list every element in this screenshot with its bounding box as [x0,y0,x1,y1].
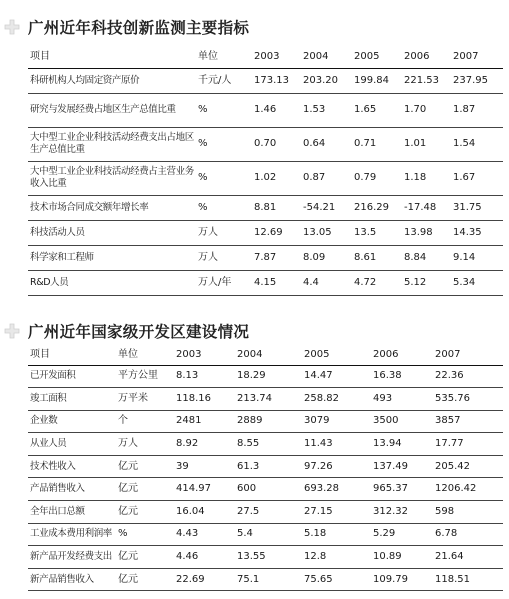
cell-value: 75.1 [235,568,302,591]
row-item: 科学家和工程师 [28,245,196,270]
cell-value: 39 [174,455,235,478]
cell-value: 203.20 [301,68,352,93]
table-row [28,455,503,478]
cell-value: 6.78 [433,523,503,546]
row-unit: 亿元 [116,501,174,524]
row-item: 科技活动人员 [28,220,196,245]
row-item: 大中型工业企业科技活动经费占主营业务收入比重 [28,161,196,195]
row-unit: % [196,195,252,220]
cell-value: 22.69 [174,568,235,591]
cell-value: 600 [235,478,302,501]
table-row [28,127,503,161]
row-item: 科研机构人均固定资产原价 [28,68,196,93]
cell-value: 1.65 [352,93,402,127]
cell-value: 1.54 [451,127,503,161]
cell-value: 216.29 [352,195,402,220]
cell-value: 5.4 [235,523,302,546]
row-unit: 万人 [116,433,174,456]
table-row [28,245,503,270]
header-year: 2007 [451,46,503,68]
cell-value: 414.97 [174,478,235,501]
row-unit: 万人 [196,220,252,245]
cell-value: 14.47 [302,365,371,388]
cell-value: 312.32 [371,501,433,524]
cell-value: 535.76 [433,388,503,411]
row-item: 从业人员 [28,433,116,456]
table-header-row [28,346,503,365]
cell-value: 221.53 [402,68,451,93]
cell-value: 21.64 [433,546,503,569]
cell-value: 1.18 [402,161,451,195]
cell-value: 1206.42 [433,478,503,501]
cell-value: 16.04 [174,501,235,524]
cell-value: 12.8 [302,546,371,569]
cell-value: 61.3 [235,455,302,478]
cell-value: 14.35 [451,220,503,245]
cell-value: 118.16 [174,388,235,411]
cell-value: 13.98 [402,220,451,245]
cell-value: 5.18 [302,523,371,546]
cell-value: 1.02 [252,161,301,195]
cell-value: 9.14 [451,245,503,270]
cell-value: 8.09 [301,245,352,270]
cell-value: 3857 [433,410,503,433]
cell-value: 7.87 [252,245,301,270]
table-row [28,501,503,524]
header-year: 2005 [302,346,371,365]
table-row [28,220,503,245]
section1-title: 广州近年科技创新监测主要指标 [28,16,249,38]
header-year: 2006 [371,346,433,365]
cell-value: 1.53 [301,93,352,127]
table-row [28,546,503,569]
table-row [28,568,503,591]
cell-value: 27.5 [235,501,302,524]
cell-value: 4.4 [301,270,352,295]
cell-value: 13.94 [371,433,433,456]
cell-value: 31.75 [451,195,503,220]
cell-value: 8.92 [174,433,235,456]
cell-value: 0.64 [301,127,352,161]
cell-value: 2481 [174,410,235,433]
cell-value: 1.01 [402,127,451,161]
cell-value: 97.26 [302,455,371,478]
row-item: 企业数 [28,410,116,433]
row-item: 竣工面积 [28,388,116,411]
row-unit: 万人 [196,245,252,270]
cell-value: 8.13 [174,365,235,388]
cell-value: 258.82 [302,388,371,411]
table-row [28,68,503,93]
cell-value: 109.79 [371,568,433,591]
cell-value: 173.13 [252,68,301,93]
row-unit: 亿元 [116,478,174,501]
cell-value: 1.70 [402,93,451,127]
header-item: 项目 [28,46,196,68]
cell-value: 5.29 [371,523,433,546]
cell-value: 4.46 [174,546,235,569]
cell-value: 965.37 [371,478,433,501]
header-year: 2003 [252,46,301,68]
table-row [28,388,503,411]
cell-value: 205.42 [433,455,503,478]
cell-value: 8.81 [252,195,301,220]
cell-value: 10.89 [371,546,433,569]
cross-mark-icon [4,323,20,339]
row-unit: 个 [116,410,174,433]
cell-value: 18.29 [235,365,302,388]
header-year: 2006 [402,46,451,68]
cell-value: 0.87 [301,161,352,195]
cell-value: 2889 [235,410,302,433]
cell-value: 5.12 [402,270,451,295]
row-item: 技术市场合同成交额年增长率 [28,195,196,220]
table-row [28,195,503,220]
cell-value: 0.79 [352,161,402,195]
table-row [28,433,503,456]
table-row [28,161,503,195]
cell-value: 27.15 [302,501,371,524]
dev-zone-table [28,346,503,591]
row-unit: % [196,161,252,195]
cell-value: 4.43 [174,523,235,546]
row-item: 新产品开发经费支出 [28,546,116,569]
row-unit: 万平米 [116,388,174,411]
cell-value: 5.34 [451,270,503,295]
row-unit: % [196,127,252,161]
header-item: 项目 [28,346,116,365]
cell-value: 17.77 [433,433,503,456]
cell-value: 1.87 [451,93,503,127]
cell-value: -17.48 [402,195,451,220]
cell-value: 13.05 [301,220,352,245]
row-unit: % [196,93,252,127]
cross-mark-icon [4,19,20,35]
table-row [28,270,503,295]
row-item: 大中型工业企业科技活动经费支出占地区生产总值比重 [28,127,196,161]
cell-value: 493 [371,388,433,411]
cell-value: 8.84 [402,245,451,270]
cell-value: 693.28 [302,478,371,501]
header-year: 2007 [433,346,503,365]
cell-value: 8.61 [352,245,402,270]
cell-value: 3500 [371,410,433,433]
cell-value: 8.55 [235,433,302,456]
table-row [28,523,503,546]
row-item: 产品销售收入 [28,478,116,501]
cell-value: -54.21 [301,195,352,220]
row-unit: % [116,523,174,546]
cell-value: 118.51 [433,568,503,591]
cell-value: 3079 [302,410,371,433]
row-unit: 亿元 [116,568,174,591]
cell-value: 75.65 [302,568,371,591]
cell-value: 13.5 [352,220,402,245]
header-year: 2004 [235,346,302,365]
cell-value: 1.46 [252,93,301,127]
cell-value: 199.84 [352,68,402,93]
cell-value: 12.69 [252,220,301,245]
row-unit: 亿元 [116,455,174,478]
table-row [28,365,503,388]
row-unit: 万人/年 [196,270,252,295]
row-unit: 平方公里 [116,365,174,388]
row-item: 全年出口总额 [28,501,116,524]
cell-value: 237.95 [451,68,503,93]
cell-value: 13.55 [235,546,302,569]
table-row [28,478,503,501]
row-unit: 亿元 [116,546,174,569]
header-year: 2003 [174,346,235,365]
cell-value: 213.74 [235,388,302,411]
table-row [28,410,503,433]
header-year: 2004 [301,46,352,68]
cell-value: 22.36 [433,365,503,388]
table-header-row [28,46,503,68]
cell-value: 0.70 [252,127,301,161]
cell-value: 4.72 [352,270,402,295]
row-item: 已开发面积 [28,365,116,388]
tech-indicators-table [28,46,503,296]
row-item: 工业成本费用利润率 [28,523,116,546]
cell-value: 0.71 [352,127,402,161]
cell-value: 16.38 [371,365,433,388]
row-unit: 千元/人 [196,68,252,93]
row-item: R&D人员 [28,270,196,295]
cell-value: 598 [433,501,503,524]
header-unit: 单位 [116,346,174,365]
row-item: 研究与发展经费占地区生产总值比重 [28,93,196,127]
row-item: 技术性收入 [28,455,116,478]
header-year: 2005 [352,46,402,68]
cell-value: 11.43 [302,433,371,456]
cell-value: 4.15 [252,270,301,295]
cell-value: 137.49 [371,455,433,478]
table-row [28,93,503,127]
cell-value: 1.67 [451,161,503,195]
header-unit: 单位 [196,46,252,68]
section2-title: 广州近年国家级开发区建设情况 [28,320,249,342]
row-item: 新产品销售收入 [28,568,116,591]
